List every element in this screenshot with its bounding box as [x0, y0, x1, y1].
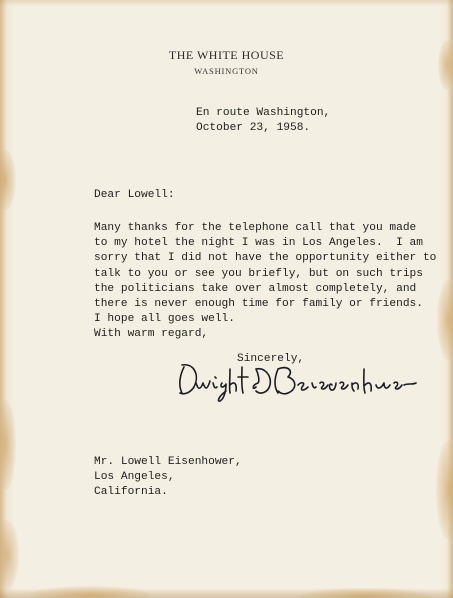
foxing-stain [30, 586, 150, 598]
recipient-address [94, 455, 242, 501]
handwritten-signature [170, 357, 420, 405]
address-line: Los Angeles, [94, 471, 175, 484]
letterhead-title: THE WHITE HOUSE [168, 48, 285, 62]
address-line: Mr. Lowell Eisenhower, [94, 456, 242, 468]
salutation: Dear Lowell: [94, 189, 175, 201]
body-line: there is never enough time for family or friends. [94, 298, 423, 311]
foxing-stain [0, 520, 19, 590]
body-line: to my hotel the night I was in Los Angeles. I am [94, 237, 423, 250]
letter-body [94, 221, 436, 327]
foxing-stain [437, 280, 453, 360]
dateline-line: En route Washington, [196, 107, 331, 119]
foxing-stain [300, 588, 430, 598]
closing: With warm regard, [94, 328, 209, 340]
body-line: sorry that I did not have the opportunity either to [94, 252, 437, 265]
letterhead-subtitle: WASHINGTON [194, 66, 259, 76]
body-line: I hope all goes well. [94, 313, 235, 326]
dateline [196, 106, 330, 136]
paper-edge-left [0, 0, 14, 598]
paper-edge-top [0, 0, 453, 6]
body-line: talk to you or see you briefly, but on such trips [94, 267, 423, 280]
foxing-stain [436, 440, 453, 540]
body-line: the politicians take over almost completely, and [94, 282, 417, 295]
body-line: Many thanks for the telephone call that you made [94, 222, 417, 234]
dateline-line: October 23, 1958. [196, 122, 311, 135]
valediction: Sincerely, [237, 353, 305, 365]
address-line: California. [94, 486, 168, 499]
